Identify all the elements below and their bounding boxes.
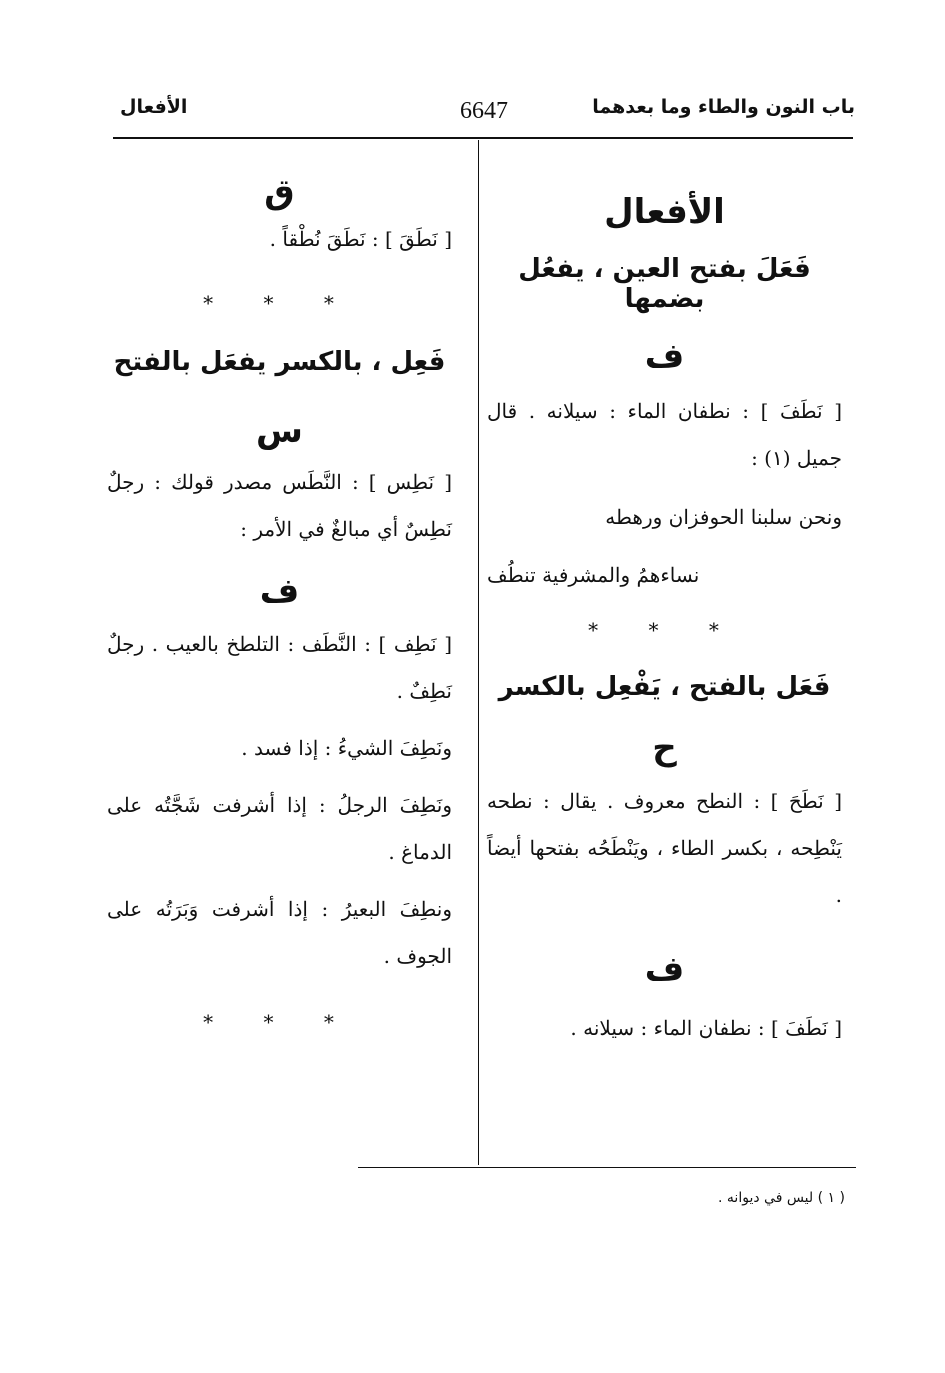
section-separator: * * * [588, 618, 741, 642]
letter-heading: ف [644, 336, 685, 376]
letter-heading: ح [652, 728, 677, 768]
entry-text: [ نَطِس ] : النَّطَس مصدر قولك : رجلٌ نَطِسٌ أي مبالغٌ في الأمر : [107, 470, 452, 541]
page-header [110, 96, 855, 136]
footnote: ( ١ ) ليس في ديوانه . [718, 1190, 845, 1206]
entry-text: [ نَطَفَ ] : نطفان الماء : سيلانه . [570, 1016, 842, 1040]
letter-heading: ق [264, 172, 295, 212]
entry-text: [ نَطَقَ ] : نَطَقَ نُطْقاً . [269, 227, 452, 251]
section-separator: * * * [203, 1010, 356, 1034]
letter-heading: ف [259, 571, 300, 611]
section-title: فَعِل ، بالكسر يفعَل بالفتح [113, 347, 446, 377]
left-column [107, 160, 452, 1034]
header-rule [113, 137, 853, 139]
column-divider [478, 140, 479, 1165]
chapter-title: باب النون والطاء وما بعدهما [592, 96, 855, 118]
entry-text: [ نَطَحَ ] : النطح معروف . يقال : نطحه يَنْطِحه ، بكسر الطاء ، ويَنْطَحُه بفتحها أيضاً . [487, 789, 842, 907]
entry-text: [ نَطَفَ ] : نطفان الماء : سيلانه . قال جميل (١) : [487, 399, 842, 470]
section-title: فَعَلَ بفتح العين ، يفعُل بضمها [518, 254, 811, 314]
section-title: فَعَل بالفتح ، يَفْعِل بالكسر [498, 672, 831, 702]
entry-text: ونطِفَ البعيرُ : إذا أشرفت وَبَرَتُه على الجوف . [107, 897, 452, 968]
right-column [487, 160, 842, 1052]
entry-text: [ نَطِف ] : النَّطَف : التلطخ بالعيب . رجلٌ نَطِفٌ . [107, 632, 452, 703]
footnote-rule [358, 1167, 856, 1168]
verse-line: نساءهمُ والمشرفية تنطُف [487, 563, 700, 587]
page-number: 6647 [460, 98, 508, 124]
verse-line: ونحن سلبنا الحوفزان ورهطه [605, 505, 842, 529]
section-separator: * * * [203, 291, 356, 315]
entry-text: ونَطِفَ الرجلُ : إذا أشرفت شَجَّتُه على الدماغ . [107, 793, 452, 864]
column-title: الأفعال [604, 192, 725, 232]
letter-heading: س [256, 411, 303, 451]
section-heading: الأفعال [120, 96, 188, 118]
entry-text: ونَطِفَ الشيءُ : إذا فسد . [241, 736, 452, 760]
letter-heading: ف [644, 949, 685, 989]
